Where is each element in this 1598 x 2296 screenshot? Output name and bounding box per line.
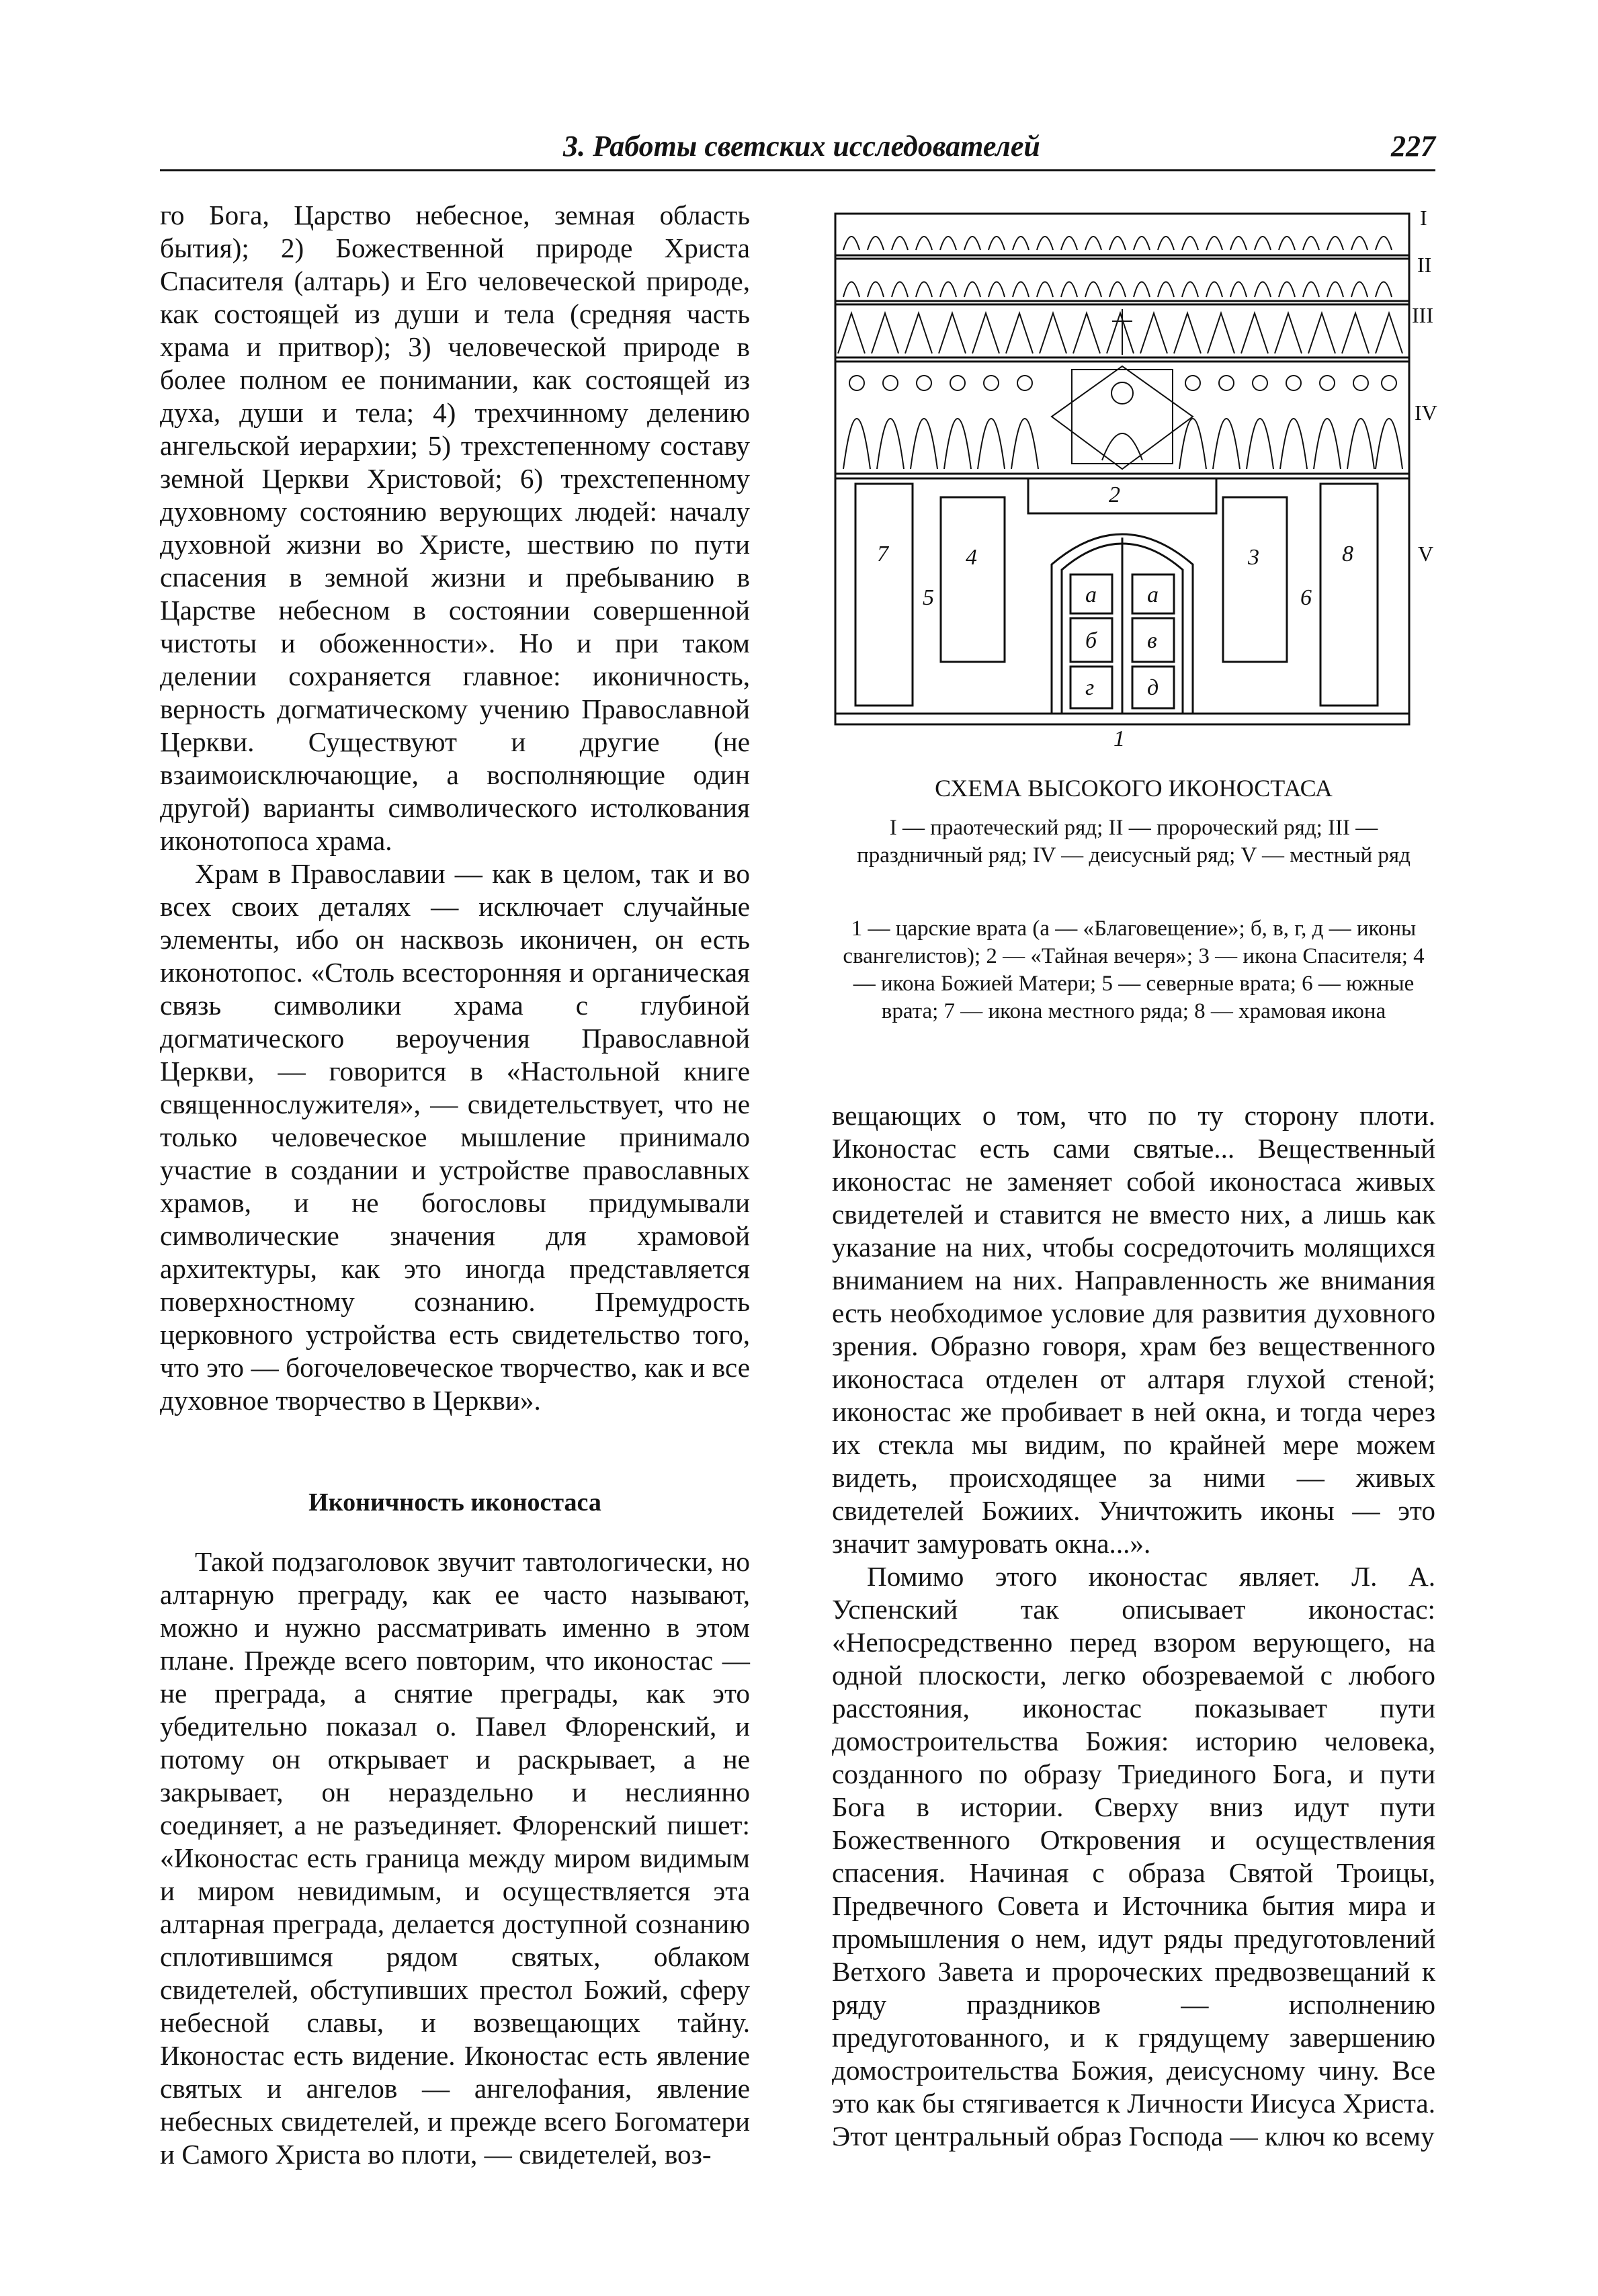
- header-rule: [160, 169, 1435, 171]
- label-5: 5: [923, 585, 934, 610]
- label-7: 7: [877, 542, 888, 566]
- label-4: 4: [966, 545, 977, 570]
- door-label-d: д: [1147, 675, 1159, 700]
- door-label-a-right: а: [1147, 583, 1159, 607]
- section-heading: Иконичность иконостаса: [308, 1488, 601, 1517]
- paragraph: Такой подзаголовок звучит тавтологически, но алтарную преграду, как ее часто называют, можно и нужно рассматривать именно в этом плане. Прежде всего повторим, что иконостас — не преграда, а снятие преграды, как это убедительно показал о. Павел Флоренский, и потому он открывает и раскрывает, а не закрывает, он нераздельно и неслиянно соединяет, а не разъединяет. Флоренский пишет: «Иконостас есть граница между миром видимым и миром невидимым, и осуществляется эта алтарная преграда, делается доступной сознанию сплотившимся рядом святых, облаком свидетелей, обступивших престол Божий, сферу небесной славы, и возвещающих тайну. Иконостас есть видение. Иконостас есть явление святых и ангелов — ангелофания, явление небесных свидетелей, и прежде всего Богоматери и Самого Христа во плоти, — свидетелей, воз-: [160, 1546, 750, 2170]
- left-column-bottom: [160, 1545, 750, 2171]
- figure-caption-items: 1 — царские врата (а — «Благовещение»; б, в, г, д — иконы свангелистов); 2 — «Тайная вечеря»; 3 — икона Спасителя; 4 — икона Божией Матери; 5 — северные врата; 6 — южные врата; 7 — икона местного ряда; 8 — храмовая икона: [843, 917, 1425, 1023]
- label-6: 6: [1300, 585, 1312, 610]
- chapter-title: 3. Работы светских исследователей: [563, 130, 1040, 163]
- row-label-iv: IV: [1415, 400, 1437, 425]
- page-number: 227: [1391, 130, 1435, 163]
- door-label-g: г: [1085, 675, 1095, 700]
- label-3: 3: [1248, 545, 1259, 570]
- right-column: [832, 1099, 1435, 2153]
- row-label-i: I: [1420, 206, 1427, 230]
- door-label-a-left: а: [1085, 583, 1097, 607]
- paragraph: Храм в Православии — как в целом, так и во всех своих деталях — исключает случайные элементы, ибо он насквозь иконичен, он есть иконотопос. «Столь всесторонняя и органическая связь символики храма с глубиной догматического вероучения Православной Церкви, — говорится в «Настольной книге священнослужителя», — свидетельствует, что не только человеческое мышление принимало участие в создании и устройстве православных храмов, и не богословы придумывали символические значения для храмовой архитектуры, как это иногда представляется поверхностному сознанию. Премудрость церковного устройства есть свидетельство того, что это — богочеловеческое творчество, как и все духовное творчество в Церкви».: [160, 858, 750, 1416]
- figure-caption-rows: I — праотеческий ряд; II — пророческий ряд; III — праздничный ряд; IV — деисусный ряд; V — местный ряд: [857, 816, 1411, 867]
- paragraph: го Бога, Царство небесное, земная область бытия); 2) Божественной природе Христа Спасителя (алтарь) и Его человеческой природе, как состоящей из души и тела (средняя часть храма и притвор); 3) человеческой природе в более полном ее понимании, как состоящей из духа, души и тела; 4) трехчинному делению ангельской иерархии; 5) трехстепенному составу земной Церкви Христовой; 6) трехстепенному духовному состоянию верующих людей: началу духовной жизни во Христе, шествию по пути спасения в земной жизни и пребыванию в Царстве небесном в состоянии совершенной чистоты и обоженности». Но и при таком делении сохраняется главное: иконичность, верность догматическому учению Православной Церкви. Существуют и другие (не взаимоисключающие, а восполняющие один другой) варианты символического истолкования иконотопоса храма.: [160, 200, 750, 856]
- row-label-v: V: [1418, 542, 1434, 566]
- label-8: 8: [1342, 542, 1353, 566]
- door-label-b: б: [1085, 628, 1097, 653]
- label-2: 2: [1109, 482, 1120, 507]
- iconostasis-labels: [823, 202, 1441, 753]
- left-column-top: [160, 199, 750, 1417]
- label-1: 1: [1113, 726, 1125, 751]
- figure-caption-title: СХЕМА ВЫСОКОГО ИКОНОСТАСА: [935, 775, 1333, 802]
- row-label-iii: III: [1412, 303, 1433, 327]
- iconostasis-diagram: [823, 202, 1441, 753]
- door-label-v: в: [1147, 628, 1157, 653]
- row-label-ii: II: [1417, 253, 1432, 277]
- paragraph: Помимо этого иконостас являет. Л. А. Успенский так описывает иконостас: «Непосредственно перед взором верующего, на одной плоскости, легко обозреваемой с любого расстояния, иконостас показывает пути домостроительства Божия: историю человека, созданного по образу Триединого Бога, и пути Бога в истории. Сверху вниз идут пути Божественного Откровения и осуществления спасения. Начиная с образа Святой Троицы, Предвечного Совета и Источника бытия мира и промышления о нем, идут ряды предуготовлений Ветхого Завета и пророческих предвозвещаний к ряду праздников — исполнению предуготованного, и к грядущему завершению домостроительства Божия, деисусному чину. Все это как бы стягивается к Личности Иисуса Христа. Этот центральный образ Господа — ключ ко всему: [832, 1561, 1435, 2152]
- paragraph: вещающих о том, что по ту сторону плоти. Иконостас есть сами святые... Вещественный иконостас не заменяет собой иконостаса живых свидетелей и ставится не вместо них, а лишь как указание на них, чтобы сосредоточить молящихся вниманием на них. Направленность же внимания есть необходимое условие для развития духовного зрения. Образно говоря, храм без вещественного иконостаса отделен от алтаря глухой стеной; иконостас же пробивает в ней окна, и тогда через их стекла мы видим, по крайней мере можем видеть, происходящее за ними — живых свидетелей Божиих. Уничтожить иконы — это значит замуровать окна...».: [832, 1100, 1435, 1559]
- running-header: [160, 129, 1435, 168]
